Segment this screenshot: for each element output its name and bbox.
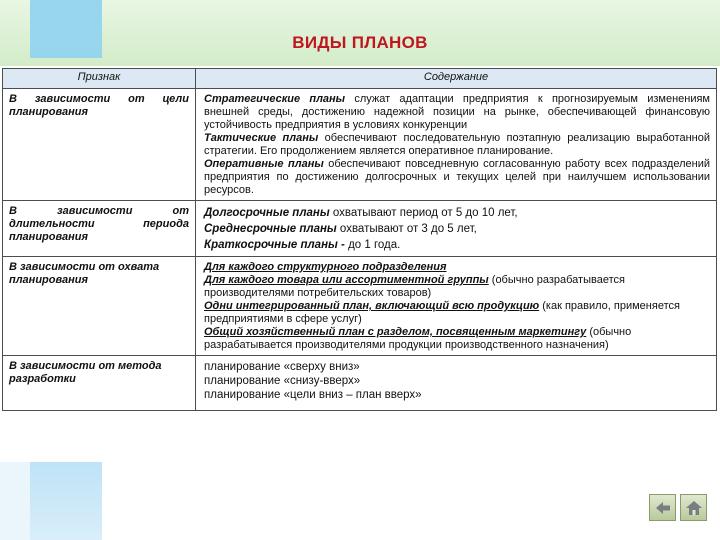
plan-item: планирование «сверху вниз» <box>204 361 360 373</box>
plan-term: Общий хозяйственный план с разделом, посвященным маркетингу <box>204 326 587 338</box>
criterion-cell: В зависимости от цели планирования <box>3 89 196 201</box>
back-button[interactable] <box>649 494 676 521</box>
plan-term: Для каждого структурного подразделения <box>204 261 447 273</box>
plan-description: (обычно разрабатывается производителями продукции производственного назначения) <box>204 326 632 351</box>
plan-item <box>204 237 710 253</box>
plan-item <box>204 326 710 352</box>
plans-table <box>2 68 717 411</box>
plan-term: Стратегические планы <box>204 93 346 105</box>
decor-stripe <box>30 462 102 540</box>
criterion-cell: В зависимости от длительности периода планирования <box>3 201 196 257</box>
plan-item <box>204 274 710 300</box>
plan-item: планирование «снизу-вверх» <box>204 375 361 387</box>
decor-stripe <box>0 462 30 540</box>
plan-description: обеспечивают последовательную поэтапную реализацию выработанной стратегии. Его продолжением является оперативное планирование. <box>204 132 710 157</box>
plan-description: (как правило, применяется предприятиями в сфере услуг) <box>204 300 680 325</box>
plan-term: Одни интегрированный план, включающий всю продукцию <box>204 300 540 312</box>
plan-term: Среднесрочные планы <box>204 223 337 235</box>
plan-description: обеспечивают повседневную согласованную работу всех подразделений предприятия по достижению долгосрочных и текущих целей при наилучшем использовании ресурсов. <box>204 158 710 196</box>
table-row <box>3 201 717 257</box>
criterion-cell: В зависимости от метода разработки <box>3 356 196 411</box>
plan-term: Краткосрочные планы - <box>204 239 345 251</box>
plan-item <box>204 205 710 221</box>
plan-item <box>204 221 710 237</box>
plan-item <box>204 261 710 274</box>
plan-item <box>204 158 710 197</box>
plan-term: Для каждого товара или ассортиментной группы <box>204 274 489 286</box>
plan-item <box>204 300 710 326</box>
content-cell <box>196 89 717 201</box>
plan-item <box>204 93 710 132</box>
plan-item: планирование «цели вниз – план вверх» <box>204 389 422 401</box>
home-icon <box>685 499 703 517</box>
home-button[interactable] <box>680 494 707 521</box>
table-row <box>3 356 717 411</box>
plan-description: охватывают от 3 до 5 лет, <box>336 223 477 235</box>
column-header-criterion: Признак <box>3 69 196 89</box>
slide-title: ВИДЫ ПЛАНОВ <box>292 33 428 52</box>
back-arrow-icon <box>654 499 672 517</box>
plan-term: Оперативные планы <box>204 158 324 170</box>
content-cell <box>196 257 717 356</box>
plan-term: Тактические планы <box>204 132 319 144</box>
criterion-cell: В зависимости от охвата планирования <box>3 257 196 356</box>
content-cell <box>196 356 717 411</box>
plan-description: служат адаптации предприятия к прогнозируемым изменениям внешней среды, достижению надежной позиции на рынке, обеспечивающей финансовую устойчивость предприятия в условиях конкуренции <box>204 93 710 131</box>
table-row <box>3 257 717 356</box>
plan-item <box>204 132 710 158</box>
plan-description: до 1 года. <box>344 239 401 251</box>
content-cell <box>196 201 717 257</box>
plan-description: охватывают период от 5 до 10 лет, <box>329 207 518 219</box>
plan-description: (обычно разрабатывается производителями потребительских товаров) <box>204 274 625 299</box>
table-header-row <box>3 69 717 89</box>
column-header-content: Содержание <box>196 69 717 89</box>
table-row <box>3 89 717 201</box>
plan-term: Долгосрочные планы <box>204 207 330 219</box>
